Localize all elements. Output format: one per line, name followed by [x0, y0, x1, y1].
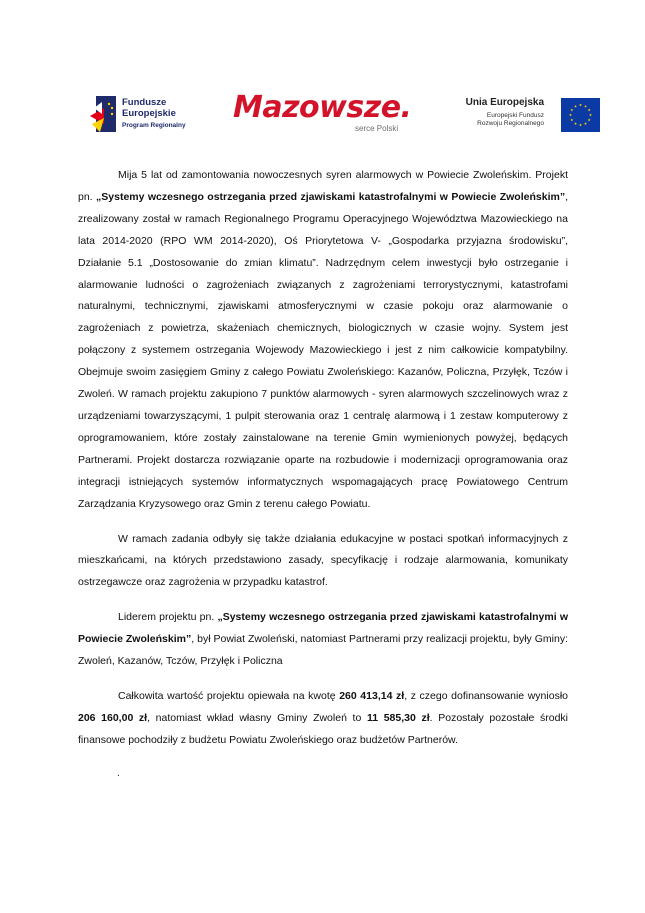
- eu-star-icon: [574, 122, 577, 125]
- text-run: , natomiast wkład własny Gminy Zwoleń to: [147, 711, 367, 724]
- funds-logo: [90, 92, 210, 138]
- eu-logo: [448, 98, 600, 138]
- eu-star-icon: [574, 105, 577, 108]
- paragraph-education: [78, 529, 568, 595]
- eu-star-icon: [588, 109, 591, 112]
- paragraph-intro: [78, 165, 568, 516]
- text-run: , z czego dofinansowanie wyniosło: [404, 689, 568, 702]
- eu-title: Unia Europejska: [465, 97, 544, 108]
- region-logo-word: Mazowsze.: [233, 90, 412, 125]
- text-run: Mija 5 lat od zamontowania nowoczesnych syren alarmowych w Powiecie Zwoleńskim. Projekt pn.: [78, 169, 568, 203]
- eu-star-icon: [569, 114, 572, 117]
- paragraph-financing: [78, 686, 568, 752]
- region-logo: [233, 90, 423, 138]
- eu-star-icon: [570, 109, 573, 112]
- bold-run: 206 160,00 zł: [78, 711, 148, 724]
- eu-star-icon: [588, 119, 591, 122]
- funds-flag-icon: [90, 94, 118, 134]
- eu-star-icon: [584, 105, 587, 108]
- bold-run: 11 585,30 zł: [366, 711, 430, 724]
- funds-line2: Europejskie: [122, 108, 176, 119]
- bold-run: 260 413,14 zł: [339, 689, 405, 702]
- eu-star-icon: [584, 122, 587, 125]
- eu-sub2: Rozwoju Regionalnego: [477, 120, 544, 127]
- trailing-dot: .: [117, 768, 120, 779]
- eu-star-icon: [579, 104, 582, 107]
- eu-star-icon: [589, 114, 592, 117]
- text-run: Liderem projektu pn.: [118, 611, 218, 624]
- text-run: W ramach zadania odbyły się także działania edukacyjne w postaci spotkań informacyjnych z mieszkańcami, na których przedstawiono zasady, specyfikację i rodzaje alarmowania, komunikaty ostrzegawcze oraz zagrożenia w przypadku katastrof.: [78, 532, 568, 589]
- funds-line3: Program Regionalny: [122, 122, 186, 129]
- region-logo-tagline: serce Polski: [355, 124, 399, 133]
- funds-line1: Fundusze: [122, 97, 167, 108]
- eu-sub1: Europejski Fundusz: [486, 112, 544, 119]
- paragraph-leader: [78, 607, 568, 673]
- text-run: Całkowita wartość projektu opiewała na kwotę: [118, 689, 340, 702]
- bold-run: „Systemy wczesnego ostrzegania przed zjawiskami katastrofalnymi w Powiecie Zwoleńskim”: [96, 190, 566, 203]
- eu-star-icon: [570, 119, 573, 122]
- text-run: , był Powiat Zwoleński, natomiast Partnerami przy realizacji projektu, były Gminy: Zwoleń, Kazanów, Tczów, Przyłęk i Policzna: [78, 633, 568, 668]
- text-run: , zrealizowany został w ramach Regionalnego Programu Operacyjnego Województwa Mazowieckiego na lata 2014-2020 (RPO WM 2014-2020), Oś Priorytetowa V- „Gospodarka przyjazna środowisku”, Działanie 5.1 „Dostosowanie do zmian klimatu”. Nadrzędnym celem inwestycji było ostrzeganie i alarmowanie ludności o zagrożeniach związanych z zagrożeniami terrorystycznymi, katastrofami naturalnymi, technicznymi, zjawiskami atmosferycznymi w czasie pokoju oraz alarmowanie o zagrożeniach z powietrza, skażeniach chemicznych, biologicznych w czasie wojny. System jest połączony z systemem ostrzegania Wojewody Mazowieckiego i jest z nim całkowicie kompatybilny. Obejmuje swoim zasięgiem Gminy z całego Powiatu Zwoleńskiego: Kazanów, Policzna, Przyłęk, Tczów i Zwoleń. W ramach projektu zakupiono 7 punktów alarmowych - syren alarmowych szczelinowych wraz z urządzeniami towarzyszącymi, 1 pulpit sterowania oraz 1 centralę alarmową i 1 zestaw komputerowy z oprogramowaniem, które zostały zainstalowane na terenie Gmin wymienionych powyżej, będących Partnerami. Projekt dostarcza rozwiązanie oparte na rozbudowie i modernizacji oprogramowania oraz integracji istniejących systemów informatycznych wspomagających pracę Powiatowego Centrum Zarządzania Kryzysowego oraz Gmin z terenu całego Powiatu.: [78, 190, 568, 510]
- text-run: . Pozostały pozostałe środki finansowe pochodziły z budżetu Powiatu Zwoleńskiego oraz budżetów Partnerów.: [78, 711, 568, 746]
- document-body: [78, 165, 568, 765]
- bold-run: „Systemy wczesnego ostrzegania przed zjawiskami katastrofalnymi w Powiecie Zwoleńskim”: [78, 611, 568, 646]
- eu-flag-icon: [561, 98, 600, 132]
- eu-star-icon: [579, 124, 582, 127]
- logo-bar: [90, 92, 600, 138]
